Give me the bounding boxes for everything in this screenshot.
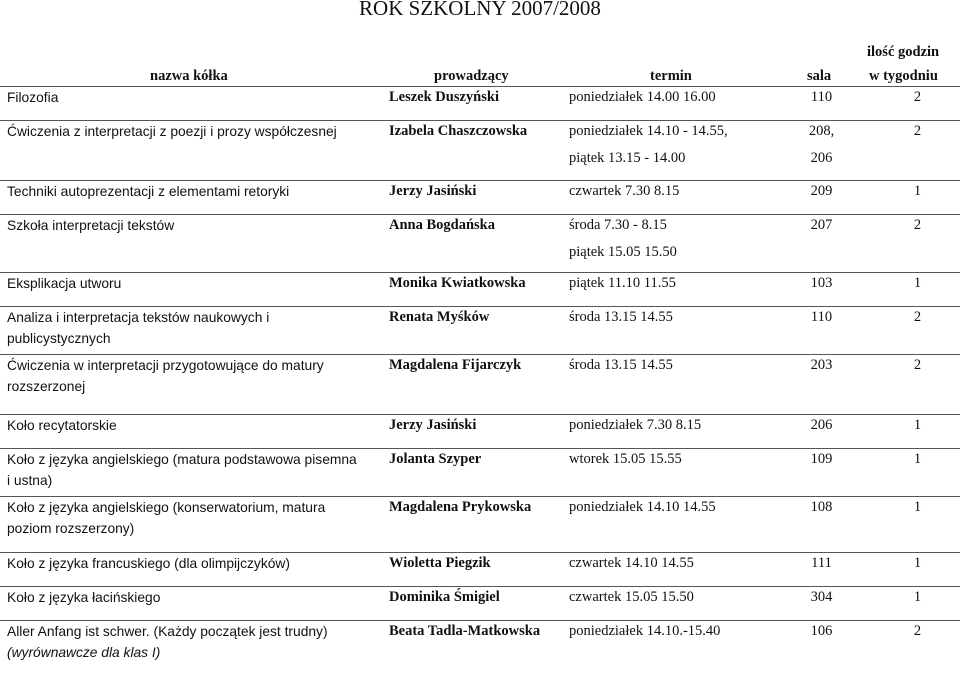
course-term	[562, 181, 768, 215]
course-name-line2: publicystycznych	[7, 331, 111, 346]
term-line2: piątek 15.05 15.50	[569, 244, 677, 260]
course-term	[562, 553, 768, 587]
header-term: termin	[650, 68, 692, 84]
weekly-hours: 2	[913, 309, 922, 325]
course-name	[0, 587, 382, 621]
course-name	[0, 215, 382, 273]
teacher-name: Jerzy Jasiński	[389, 417, 477, 433]
course-term	[562, 587, 768, 621]
room-line1: 108	[810, 499, 833, 515]
course-name-line2: (wyrównawcze dla klas I)	[7, 645, 161, 660]
table-row	[0, 415, 960, 449]
weekly-hours: 2	[913, 217, 922, 233]
header-hours-line2: w tygodniu	[869, 68, 938, 84]
course-name-line1: Ćwiczenia z interpretacji z poezji i prozy współczesnej	[7, 124, 337, 139]
course-name-line1: Koło z języka łacińskiego	[7, 590, 161, 605]
room-number	[768, 181, 868, 215]
term-line1: środa 13.15 14.55	[569, 357, 673, 373]
teacher-name: Izabela Chaszczowska	[389, 123, 528, 139]
room-number	[768, 355, 868, 415]
course-name	[0, 553, 382, 587]
weekly-hours: 1	[913, 417, 922, 433]
room-line1: 203	[810, 357, 833, 373]
course-term	[562, 355, 768, 415]
course-name	[0, 87, 382, 121]
room-number	[768, 449, 868, 497]
term-line1: środa 7.30 - 8.15	[569, 217, 667, 233]
course-term	[562, 215, 768, 273]
table-row	[0, 553, 960, 587]
table-row	[0, 215, 960, 273]
term-line1: wtorek 15.05 15.55	[569, 451, 682, 467]
course-name	[0, 181, 382, 215]
table-header	[0, 0, 960, 90]
course-term	[562, 449, 768, 497]
room-line1: 110	[810, 89, 833, 105]
course-term	[562, 621, 768, 665]
weekly-hours: 1	[913, 555, 922, 571]
room-line1: 106	[810, 623, 833, 639]
course-name-line1: Koło recytatorskie	[7, 418, 117, 433]
room-line1: 111	[811, 555, 832, 571]
course-name-line2: poziom rozszerzony)	[7, 521, 135, 536]
teacher-name: Jerzy Jasiński	[389, 183, 477, 199]
course-name	[0, 449, 382, 497]
room-number	[768, 87, 868, 121]
room-line1: 208,	[808, 123, 835, 139]
course-name	[0, 355, 382, 415]
course-name	[0, 121, 382, 181]
teacher-name: Magdalena Prykowska	[389, 499, 532, 515]
header-hours-line1: ilość godzin	[867, 44, 940, 60]
page-title: ROK SZKOLNY 2007/2008	[359, 0, 601, 20]
weekly-hours: 1	[913, 499, 922, 515]
course-name-line1: Szkoła interpretacji tekstów	[7, 218, 175, 233]
room-number	[768, 587, 868, 621]
table-row	[0, 449, 960, 497]
weekly-hours: 2	[913, 357, 922, 373]
course-name-line1: Analiza i interpretacja tekstów naukowych i	[7, 310, 270, 325]
room-line1: 304	[810, 589, 833, 605]
course-term	[562, 307, 768, 355]
room-number	[768, 273, 868, 307]
teacher-name: Wioletta Piegzik	[389, 555, 491, 571]
term-line1: czwartek 15.05 15.50	[569, 589, 694, 605]
teacher-name: Leszek Duszyński	[389, 89, 499, 105]
course-name-line1: Koło z języka angielskiego (matura podstawowa pisemna	[7, 452, 357, 467]
course-name-line1: Techniki autoprezentacji z elementami retoryki	[7, 184, 290, 199]
table-row	[0, 273, 960, 307]
schedule-table	[0, 86, 960, 665]
course-name	[0, 415, 382, 449]
term-line2: piątek 13.15 - 14.00	[569, 150, 686, 166]
header-teacher: prowadzący	[434, 68, 509, 84]
table-row	[0, 355, 960, 415]
course-name	[0, 307, 382, 355]
teacher-name: Anna Bogdańska	[389, 217, 495, 233]
teacher-name: Renata Myśków	[389, 309, 490, 325]
term-line1: poniedziałek 14.10 - 14.55,	[569, 123, 728, 139]
table-row	[0, 121, 960, 181]
course-term	[562, 415, 768, 449]
course-name-line1: Koło z języka francuskiego (dla olimpijczyków)	[7, 556, 290, 571]
course-term	[562, 497, 768, 553]
teacher-name: Magdalena Fijarczyk	[389, 357, 522, 373]
table-row	[0, 87, 960, 121]
weekly-hours: 2	[913, 123, 922, 139]
teacher-name: Dominika Śmigiel	[389, 589, 500, 605]
course-term	[562, 273, 768, 307]
room-line1: 207	[810, 217, 833, 233]
header-room: sala	[807, 68, 832, 84]
term-line1: czwartek 7.30 8.15	[569, 183, 680, 199]
room-number	[768, 215, 868, 273]
weekly-hours: 1	[913, 275, 922, 291]
course-name-line2: i ustna)	[7, 473, 53, 488]
teacher-name: Monika Kwiatkowska	[389, 275, 526, 291]
term-line1: poniedziałek 14.10.-15.40	[569, 623, 721, 639]
teacher-name: Beata Tadla-Matkowska	[389, 623, 541, 639]
course-name-line2: rozszerzonej	[7, 379, 86, 394]
room-number	[768, 497, 868, 553]
room-line1: 206	[810, 417, 833, 433]
course-name-line1: Eksplikacja utworu	[7, 276, 122, 291]
course-term	[562, 87, 768, 121]
term-line1: poniedziałek 7.30 8.15	[569, 417, 702, 433]
course-name	[0, 273, 382, 307]
course-name-line1: Aller Anfang ist schwer. (Każdy początek jest trudny)	[7, 624, 328, 639]
table-row	[0, 181, 960, 215]
weekly-hours: 1	[913, 183, 922, 199]
course-term	[562, 121, 768, 181]
term-line1: środa 13.15 14.55	[569, 309, 673, 325]
room-number	[768, 553, 868, 587]
room-line1: 209	[810, 183, 833, 199]
course-name-line1: Ćwiczenia w interpretacji przygotowujące do matury	[7, 358, 324, 373]
term-line1: poniedziałek 14.10 14.55	[569, 499, 716, 515]
weekly-hours: 1	[913, 451, 922, 467]
term-line1: piątek 11.10 11.55	[569, 275, 676, 291]
room-number	[768, 415, 868, 449]
room-line2: 206	[810, 150, 833, 166]
header-name: nazwa kółka	[150, 68, 228, 84]
table-row	[0, 497, 960, 553]
weekly-hours: 2	[913, 623, 922, 639]
course-name	[0, 497, 382, 553]
term-line1: poniedziałek 14.00 16.00	[569, 89, 716, 105]
table-row	[0, 621, 960, 665]
course-name-line1: Filozofia	[7, 90, 59, 105]
room-number	[768, 621, 868, 665]
weekly-hours: 2	[913, 89, 922, 105]
course-name-line1: Koło z języka angielskiego (konserwatorium, matura	[7, 500, 326, 515]
table-row	[0, 307, 960, 355]
weekly-hours: 1	[913, 589, 922, 605]
course-name	[0, 621, 382, 665]
teacher-name: Jolanta Szyper	[389, 451, 482, 467]
room-line1: 103	[810, 275, 833, 291]
room-line1: 109	[810, 451, 833, 467]
room-line1: 110	[810, 309, 833, 325]
term-line1: czwartek 14.10 14.55	[569, 555, 694, 571]
table-row	[0, 587, 960, 621]
room-number	[768, 121, 868, 181]
room-number	[768, 307, 868, 355]
